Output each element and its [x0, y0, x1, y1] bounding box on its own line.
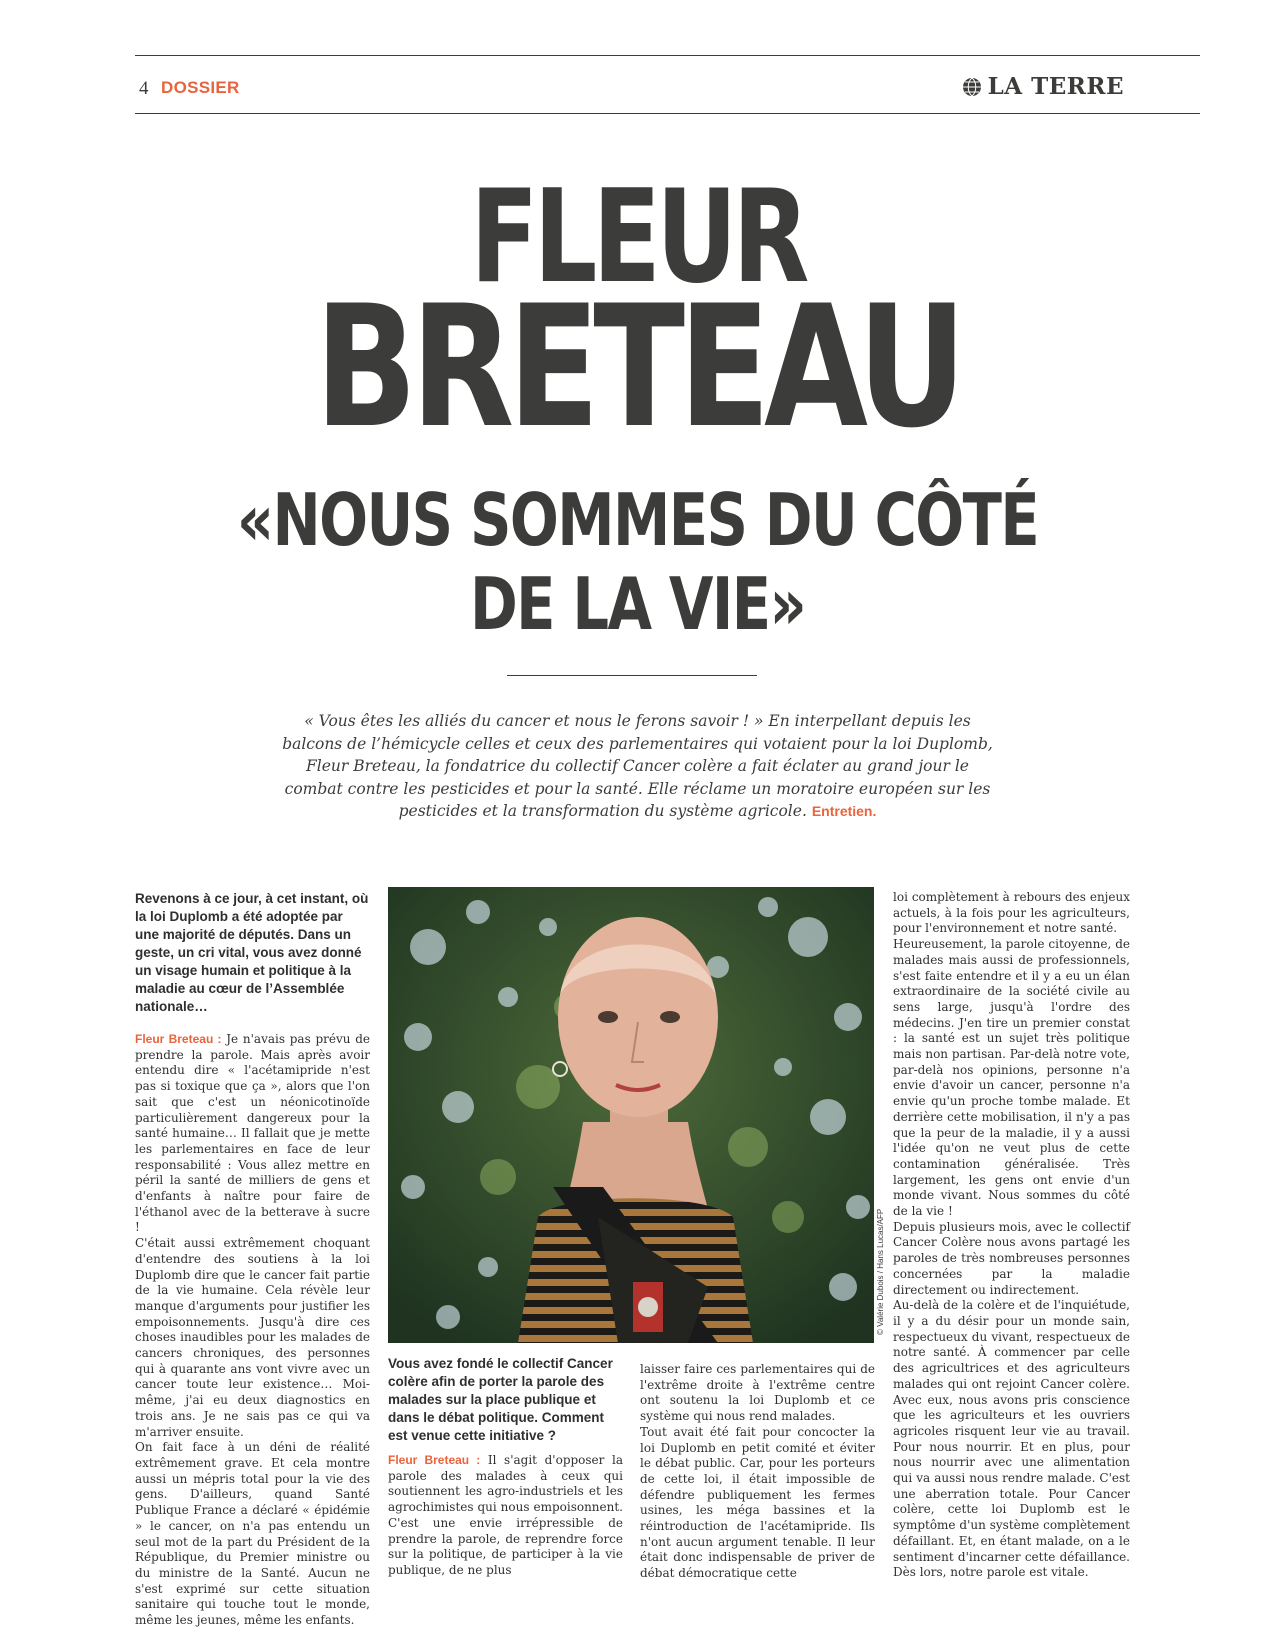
headline-divider: [507, 675, 757, 676]
portrait-illustration: [388, 887, 874, 1343]
article-column-1: [135, 890, 370, 1629]
answer-2-paragraph-2: Tout avait été fait pour concocter la loi Duplomb en petit comité et éviter le débat public. Car, pour les porteurs de cette loi, il était impossible de défendre publiquement les fermes usines, les méga bassines et la réintroduction de l'acétamipride. Ils n'ont aucun argument tenable. Il leur était donc indispensable de priver de débat démocratique cette: [640, 1424, 875, 1581]
headline-quote-line2: DE LA VIE»: [469, 562, 806, 646]
headline-first-name: FLEUR: [470, 163, 805, 312]
answer-2-text-1: Il s'agit d'opposer la parole des malades à ceux qui soutiennent les agro-industriels et les agrochimistes qui nous empoisonnent. C'est une envie irrépressible de prendre la parole, de reprendre force sur la politique, de participer à la vie publique, de ne plus: [388, 1453, 623, 1577]
interview-question-1: Revenons à ce jour, à cet instant, où la loi Duplomb a été adoptée par une majorité de députés. Dans un geste, un cri vital, vous avez donné un visage humain et politique à la maladie au cœur de l’Assemblée nationale…: [135, 891, 369, 1014]
answer-2-paragraph-2-cont: loi complètement à rebours des enjeux actuels, à la fois pour les agriculteurs, pour l'environnement et notre santé.: [893, 890, 1130, 936]
photo-credit: © Valérie Dubois / Hans Lucas/AFP: [876, 1208, 885, 1335]
interview-question-2: Vous avez fondé le collectif Cancer colère afin de porter la parole des malades sur la place publique et dans le débat politique. Comment est venue cette initiative ?: [388, 1356, 613, 1443]
answer-1-paragraph-2: C'était aussi extrêmement choquant d'entendre des soutiens à la loi Duplomb dire que le cancer fait partie de la vie humaine. Cela révèle leur manque d'arguments pour justifier les empoisonnements. Jusqu'à dire ces choses inaudibles pour les malades de cancers chroniques, des personnes qui à quarante ans vont vivre avec un cancer toute leur existence… Moi-même, j'ai eu deux diagnostics en trois ans. Je ne sais pas ce qui va m'arriver ensuite.: [135, 1236, 370, 1439]
answer-1-paragraph-1: [135, 1032, 370, 1236]
answer-2-paragraph-1: [388, 1453, 623, 1579]
answer-2-paragraph-1-cont: laisser faire ces parlementaires qui de l'extrême droite à l'extrême centre ont soutenu la loi Duplomb et ce système qui nous rend malades.: [640, 1362, 875, 1424]
page-number: 4: [139, 78, 149, 99]
article-column-2: [388, 1355, 623, 1579]
standfirst-text: « Vous êtes les alliés du cancer et nous le ferons savoir ! » En interpellant depuis les balcons de l’hémicycle celles et ceux des parlementaires qui votaient pour la loi Duplomb, Fleur Breteau, la fondatrice du collectif Cancer colère a fait éclater au grand jour le combat contre les pesticides et pour la santé. Elle réclame un moratoire européen sur les pesticides et la transformation du système agricole.: [282, 712, 993, 820]
answer-1-paragraph-3: On fait face à un déni de réalité extrêmement grave. Et cela montre aussi un mépris total pour la vie des gens. D'ailleurs, quand Santé Publique France a déclaré « épidémie » le cancer, on n'a pas entendu un seul mot de la part du Président de la République, du Premier ministre ou du ministre de la Santé. Aucun ne s'est exprimé sur cette situation sanitaire qui touche tout le monde, même les jeunes, même les enfants.: [135, 1440, 370, 1628]
section-label: DOSSIER: [161, 78, 240, 97]
speaker-label: Fleur Breteau :: [135, 1032, 222, 1046]
masthead-name: LA TERRE: [987, 73, 1124, 100]
standfirst-tag: Entretien.: [811, 803, 877, 819]
portrait-photo: [388, 887, 874, 1343]
header-rule: [135, 113, 1200, 114]
globe-icon: [962, 77, 982, 97]
answer-2-paragraph-3: Heureusement, la parole citoyenne, de malades mais aussi de professionnels, s'est faite entendre et il y a eu un élan extraordinaire de la société civile au sens large, jusqu'à l'ordre des médecins. J'en tire un premier constat : la santé est un sujet très politique mais non partisan. Par-delà notre vote, par-delà nos opinions, personne n'a envie d'avoir un cancer, personne n'a envie qu'un proche tombe malade. Et derrière cette mobilisation, il n'y a pas que la peur de la maladie, il y a aussi l'idée qu'on ne veut plus de cette contamination généralisée. Très largement, les gens ont envie d'un monde vivant. Nous sommes du côté de la vie !: [893, 937, 1130, 1219]
headline-last-name: BRETEAU: [314, 269, 961, 465]
answer-2-paragraph-5: Au-delà de la colère et de l'inquiétude, il y a du désir pour un monde sain, respectueux du vivant, respectueux de notre santé. À commencer par celle des agricultrices et des agriculteurs malades qui ont rejoint Cancer colère. Avec eux, nous avons pris conscience que les agriculteurs et les ouvriers agricoles risquent leur vie au travail. Pour nous nourrir. Et en plus, pour nous nourrir avec une alimentation qui va aussi nous rendre malade. C'est une aberration totale. Pour Cancer colère, cette loi Duplomb est le symptôme d'un système complètement défaillant. Et, en étant malade, on a le sentiment d'incarner cette défaillance. Dès lors, notre parole est vitale.: [893, 1298, 1130, 1580]
article-column-4: [893, 890, 1130, 1581]
page-header: [135, 73, 1200, 103]
answer-1-text-1: Je n'avais pas prévu de prendre la parole. Mais après avoir entendu dire « l'acétamipride n'est pas si toxique que ça », alors que l'on sait que c'est un néonicotinoïde particulièrement dangereux pour la santé humaine… Il fallait que je mette les parlementaires en face de leur responsabilité : Vous allez mettre en péril la santé de milliers de gens et d'enfants à naître pour faire de l'éthanol avec de la betterave à sucre !: [135, 1032, 370, 1235]
headline-quote-line1: «NOUS SOMMES DU CÔTÉ: [236, 478, 1039, 562]
standfirst: [275, 710, 1000, 823]
top-rule: [135, 55, 1200, 56]
masthead: [962, 73, 1124, 100]
speaker-label-2: Fleur Breteau :: [388, 1453, 481, 1467]
article-column-3: [640, 1362, 875, 1582]
answer-2-paragraph-4: Depuis plusieurs mois, avec le collectif Cancer Colère nous avons partagé les paroles de très nombreuses personnes concernées par la maladie directement ou indirectement.: [893, 1219, 1130, 1297]
